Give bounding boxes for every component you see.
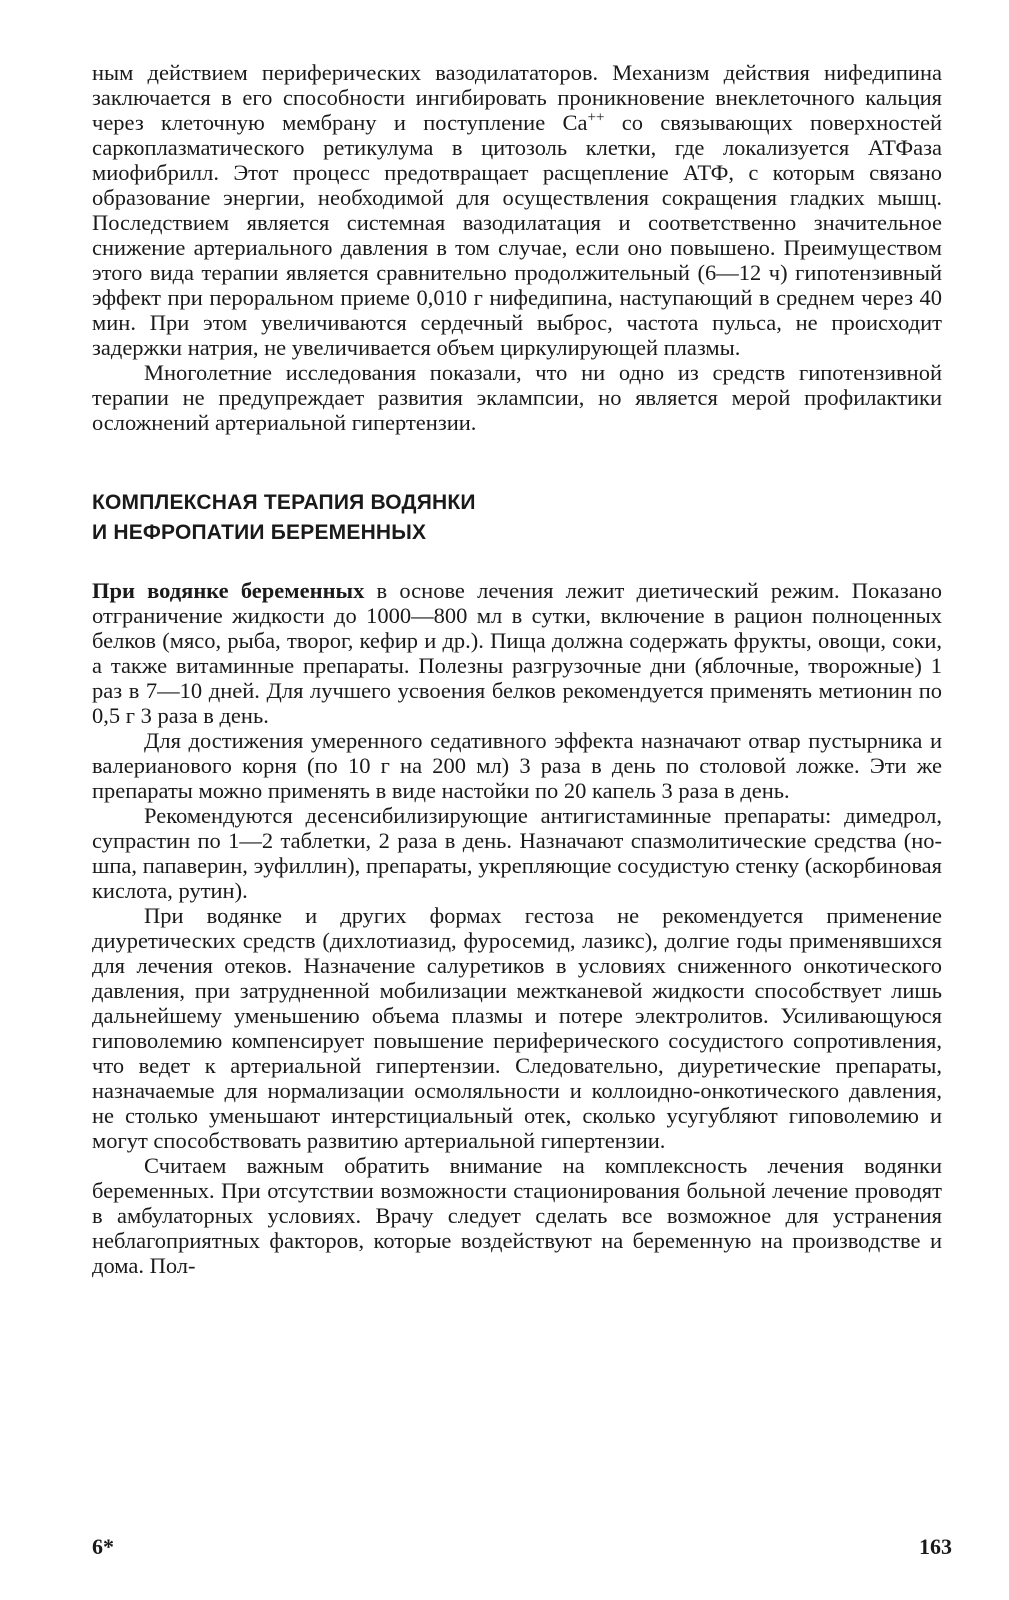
paragraph-text: в основе лечения лежит диетический режим. Показано отграничение жидкости до 1000—800 мл в сутки, включение в рацион полноценных белков (мясо, рыба, творог, кефир и др.). Пища должна содержать фрукты, овощи, соки, а также витаминные препараты. Полезны разгрузочные дни (яблочные, творожные) 1 раз в 7—10 дней. Для лучшего усвоения белков рекомендуется применять метионин по 0,5 г 3 раза в день. bbox=[92, 578, 942, 728]
page-footer bbox=[92, 1534, 952, 1564]
paragraph-complex-treatment: Считаем важным обратить внимание на комплексность лечения водянки беременных. При отсутствии возможности стационирования больной лечение проводят в амбулаторных условиях. Врачу следует сделать все возможное для устранения неблагоприятных факторов, которые воздействуют на беременную на производстве и дома. Пол- bbox=[92, 1153, 942, 1278]
paragraph-diuretics: При водянке и других формах гестоза не рекомендуется применение диуретических средств (дихлотиазид, фуросемид, лазикс), долгие годы применявшихся для лечения отеков. Назначение салуретиков в условиях сниженного онкотического давления, при затрудненной мобилизации межтканевой жидкости способствует лишь дальнейшему уменьшению объема плазмы и потере электролитов. Усиливающуюся гиповолемию компенсирует повышение периферического сосудистого сопротивления, что ведет к артериальной гипертензии. Следовательно, диуретические препараты, назначаемые для нормализации осмоляльности и коллоидно-онкотического давления, не столько уменьшают интерстициальный отек, сколько усугубляют гиповолемию и могут способствовать развитию артериальной гипертензии. bbox=[92, 903, 942, 1153]
paragraph-lead-bold: При водянке беременных bbox=[92, 578, 365, 603]
section-heading-line: И НЕФРОПАТИИ БЕРЕМЕННЫХ bbox=[92, 521, 427, 544]
page-body bbox=[92, 60, 942, 1278]
paragraph-text: ным действием периферических вазодилататоров. Механизм действия нифедипина заключается в его способности ингибировать проникновение внеклеточного кальция через клеточную мембрану и поступление Ca bbox=[92, 60, 942, 135]
page-number: 163 bbox=[919, 1534, 952, 1559]
section-heading bbox=[92, 488, 942, 548]
paragraph-eclampsia-studies: Многолетние исследования показали, что ни одно из средств гипотензивной терапии не предупреждает развития эклампсии, но является мерой профилактики осложнений артериальной гипертензии. bbox=[92, 360, 942, 435]
section-heading-line: КОМПЛЕКСНАЯ ТЕРАПИЯ ВОДЯНКИ bbox=[92, 491, 476, 514]
paragraph-nifedipine-mechanism bbox=[92, 60, 942, 360]
paragraph-diet-regimen bbox=[92, 578, 942, 728]
paragraph-antihistamines: Рекомендуются десенсибилизирующие антигистаминные препараты: димедрол, супрастин по 1—2 таблетки, 2 раза в день. Назначают спазмолитические средства (но-шпа, папаверин, эуфиллин), препараты, укрепляющие сосудистую стенку (аскорбиновая кислота, рутин). bbox=[92, 803, 942, 903]
paragraph-text: со связывающих поверхностей саркоплазматического ретикулума в цитозоль клетки, где локализуется АТФаза миофибрилл. Этот процесс предотвращает расщепление АТФ, с которым связано образование энергии, необходимой для осуществления сокращения гладких мышц. Последствием является системная вазодилатация и соответственно значительное снижение артериального давления в том случае, если оно повышено. Преимуществом этого вида терапии является сравнительно продолжительный (6—12 ч) гипотензивный эффект при пероральном приеме 0,010 г нифедипина, наступающий в среднем через 40 мин. При этом увеличиваются сердечный выброс, частота пульса, не происходит задержки натрия, не увеличивается объем циркулирующей плазмы. bbox=[92, 110, 942, 360]
superscript-charge: ++ bbox=[587, 109, 605, 126]
paragraph-sedative-effect: Для достижения умеренного седативного эффекта назначают отвар пустырника и валерианового корня (по 10 г на 200 мл) 3 раза в день по столовой ложке. Эти же препараты можно применять в виде настойки по 20 капель 3 раза в день. bbox=[92, 728, 942, 803]
signature-mark: 6* bbox=[92, 1534, 114, 1559]
